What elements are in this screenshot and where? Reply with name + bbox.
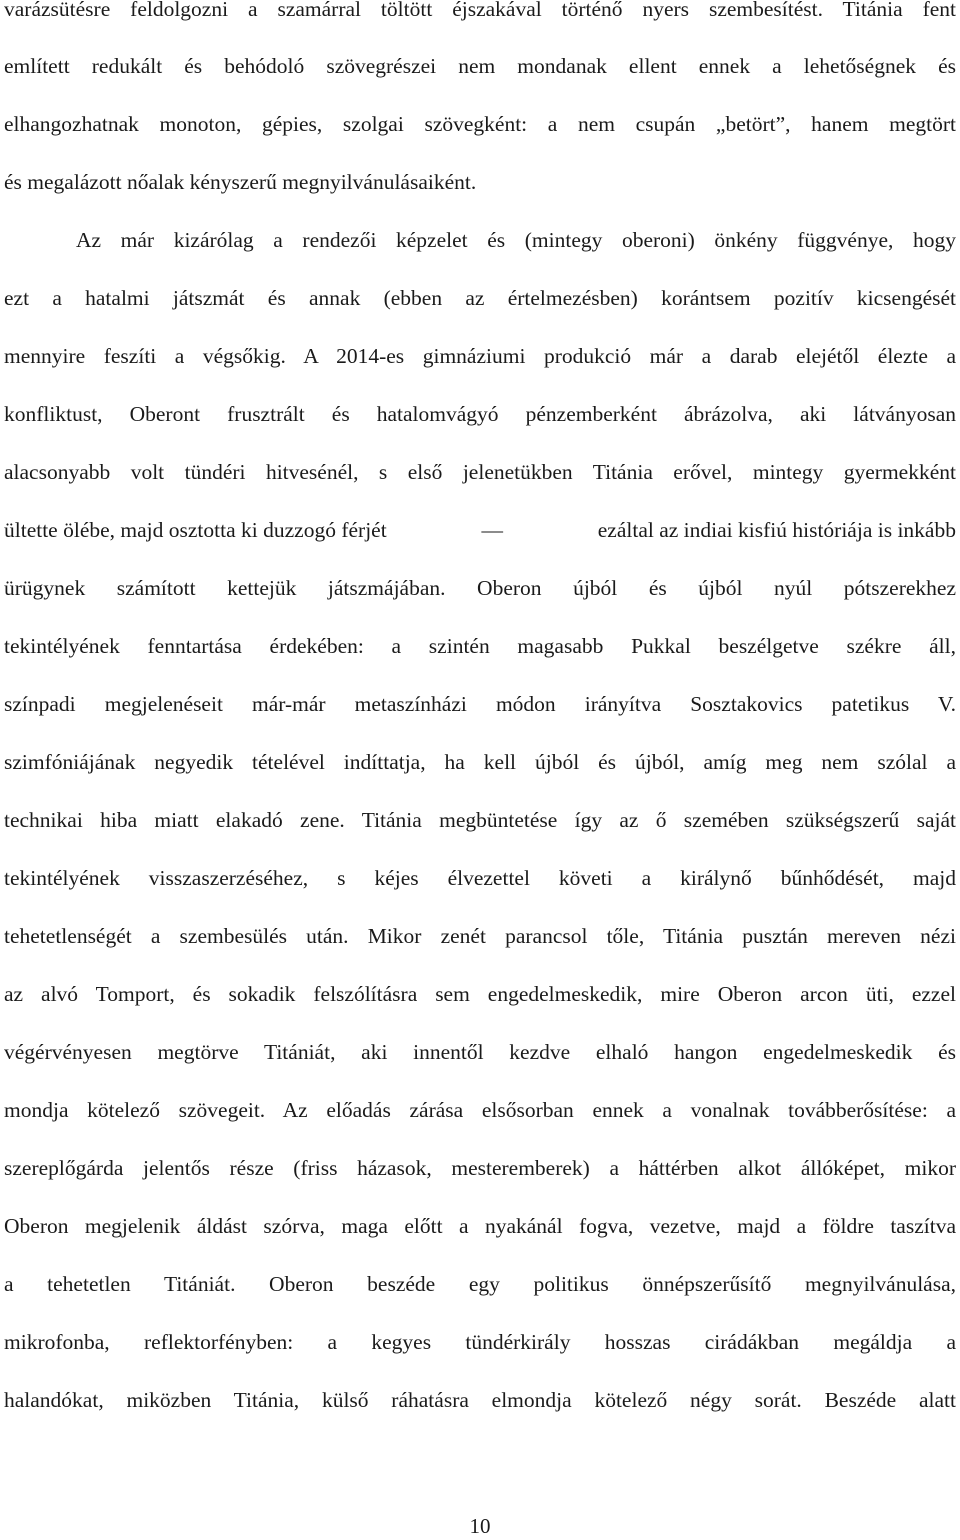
text-line: tekintélyének visszaszerzéséhez, s kéjes élvezettel követi a királynő bűnhődését, majd [4,866,956,890]
text-line: alacsonyabb volt tündéri hitvesénél, s első jelenetükben Titánia erővel, mintegy gyermekként [4,460,956,484]
text-segment: ültette ölébe, majd osztotta ki duzzogó férjét [4,518,387,542]
text-line: végérvényesen megtörve Titániát, aki innentől kezdve elhaló hangon engedelmeskedik és [4,1040,956,1064]
text-line: technikai hiba miatt elakadó zene. Titánia megbüntetése így az ő szemében szükségszerű saját [4,808,956,832]
text-line: tekintélyének fenntartása érdekében: a szintén magasabb Pukkal beszélgetve székre áll, [4,634,956,658]
text-line: elhangozhatnak monoton, gépies, szolgai szövegként: a nem csupán „betört”, hanem megtört [4,112,956,136]
text-line: ezt a hatalmi játszmát és annak (ebben az értelmezésben) korántsem pozitív kicsengését [4,286,956,310]
text-line: ürügynek számított kettejük játszmájában. Oberon újból és újból nyúl pótszerekhez [4,576,956,600]
text-line: mennyire feszíti a végsőkig. A 2014-es gimnáziumi produkció már a darab elejétől élezte a [4,344,956,368]
text-line: és megalázott nőalak kényszerű megnyilvánulásaiként. [4,170,477,194]
page-number: 10 [469,1514,491,1538]
text-line: Oberon megjelenik áldást szórva, maga előtt a nyakánál fogva, vezetve, majd a földre taszítva [4,1214,956,1238]
text-line: konfliktust, Oberont frusztrált és hatalomvágyó pénzemberként ábrázolva, aki látványosan [4,402,956,426]
text-line: a tehetetlen Titániát. Oberon beszéde egy politikus önnépszerűsítő megnyilvánulása, [4,1272,956,1296]
text-line: halandókat, miközben Titánia, külső ráhatásra elmondja kötelező négy sorát. Beszéde alatt [4,1388,956,1412]
text-line: említett redukált és behódoló szövegrészei nem mondanak ellent ennek a lehetőségnek és [4,54,956,78]
text-line: mondja kötelező szövegeit. Az előadás zárása elsősorban ennek a vonalnak továbberősítése: a [4,1098,956,1122]
text-line: szimfóniájának negyedik tételével indíttatja, ha kell újból és újból, amíg meg nem szólal a [4,750,956,774]
text-segment: ezáltal az indiai kisfiú históriája is inkább [597,518,956,542]
text-line [4,515,956,545]
text-line: mikrofonba, reflektorfényben: a kegyes tündérkirály hosszas cirádákban megáldja a [4,1330,956,1354]
text-line: szereplőgárda jelentős része (friss házasok, mesteremberek) a háttérben alkot állóképet, mikor [4,1156,956,1180]
text-line: színpadi megjelenéseit már-már metaszínházi módon irányítva Sosztakovics patetikus V. [4,692,956,716]
text-line: varázsütésre feldolgozni a szamárral töltött éjszakával történő nyers szembesítést. Titánia fent [4,0,956,21]
text-line: tehetetlenségét a szembesülés után. Mikor zenét parancsol tőle, Titánia pusztán mereven nézi [4,924,956,948]
text-line: Az már kizárólag a rendezői képzelet és (mintegy oberoni) önkény függvénye, hogy [76,228,956,252]
em-dash: — [481,518,503,542]
text-line: az alvó Tomport, és sokadik felszólításra sem engedelmeskedik, mire Oberon arcon üti, ezzel [4,982,956,1006]
